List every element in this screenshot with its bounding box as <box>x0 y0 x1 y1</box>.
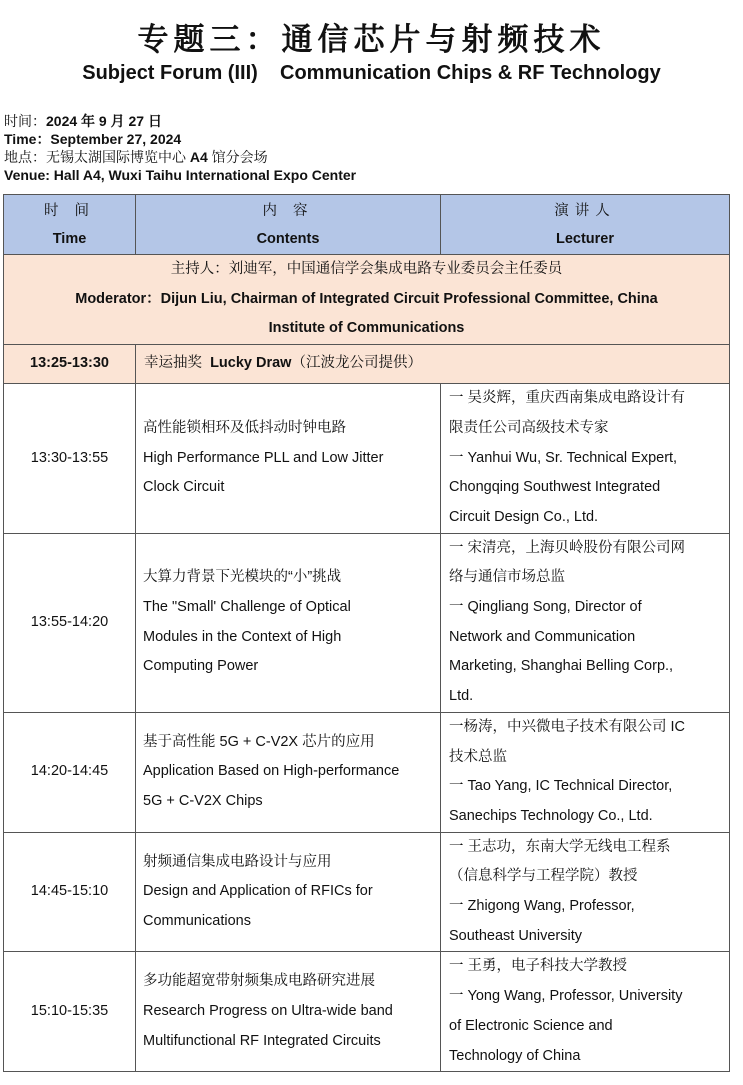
contents-line: Research Progress on Ultra-wide band <box>143 1003 393 1020</box>
contents-line: Clock Circuit <box>143 479 225 496</box>
table-header-row <box>4 195 730 255</box>
header-contents: 内 容 Contents <box>136 195 441 255</box>
lucky-draw-label: 幸运抽奖 Lucky Draw（江波龙公司提供） <box>136 345 730 384</box>
lecturer-line: Southeast University <box>449 927 582 944</box>
header-time: 时 间 Time <box>4 195 136 255</box>
lecturer-line: Technology of China <box>449 1047 581 1064</box>
lecturer-line: Ltd. <box>449 688 474 705</box>
lecturer-line: Marketing, Shanghai Belling Corp., <box>449 658 674 675</box>
lucky-draw-row <box>4 345 730 384</box>
lecturer-line: 一杨涛，中兴微电子技术有限公司 IC <box>449 718 686 735</box>
date-en: Time：September 27, 2024 <box>4 131 182 147</box>
lecturer-line: Chongqing Southwest Integrated <box>449 479 661 496</box>
session-time: 13:55-14:20 <box>4 533 136 712</box>
session-row <box>4 952 730 1072</box>
lecturer-line: 一 Qingliang Song, Director of <box>449 599 642 616</box>
lecturer-line: 一 宋清亮，上海贝岭股份有限公司网 <box>449 539 686 556</box>
lecturer-line: Network and Communication <box>449 628 636 645</box>
contents-line: 高性能锁相环及低抖动时钟电路 <box>143 419 346 436</box>
lecturer-line: （信息科学与工程学院）教授 <box>449 868 638 885</box>
lecturer-line: of Electronic Science and <box>449 1017 613 1034</box>
session-contents <box>136 384 441 534</box>
session-lecturer <box>441 832 730 952</box>
session-contents <box>136 832 441 952</box>
contents-line: 大算力背景下光模块的“小”挑战 <box>143 569 342 586</box>
lucky-draw-time: 13:25-13:30 <box>4 345 136 384</box>
session-time: 15:10-15:35 <box>4 952 136 1072</box>
lecturer-line: 一 Yong Wang, Professor, University <box>449 988 683 1005</box>
session-contents <box>136 533 441 712</box>
contents-line: High Performance PLL and Low Jitter <box>143 449 384 466</box>
lecturer-line: 一 吴炎辉，重庆西南集成电路设计有 <box>449 390 686 407</box>
lecturer-line: Circuit Design Co., Ltd. <box>449 508 599 525</box>
session-time: 13:30-13:55 <box>4 384 136 534</box>
event-meta <box>4 112 356 184</box>
lecturer-line: 技术总监 <box>449 748 507 765</box>
session-row <box>4 533 730 712</box>
contents-line: 基于高性能 5G + C-V2X 芯片的应用 <box>143 733 375 750</box>
moderator-row <box>4 255 730 345</box>
contents-line: Communications <box>143 912 251 929</box>
contents-line: Application Based on High-performance <box>143 763 400 780</box>
contents-line: Computing Power <box>143 658 259 675</box>
page-title-chinese: 专题三：通信芯片与射频技术 <box>137 22 606 58</box>
contents-line: 射频通信集成电路设计与应用 <box>143 853 332 870</box>
lecturer-line: 一 王志功，东南大学无线电工程系 <box>449 838 671 855</box>
schedule-table <box>3 194 730 1072</box>
session-contents <box>136 952 441 1072</box>
contents-line: Design and Application of RFICs for <box>143 883 373 900</box>
date-cn: 时间：2024 年 9 月 27 日 <box>4 113 162 129</box>
session-contents <box>136 712 441 832</box>
venue-en: Venue: Hall A4, Wuxi Taihu International Expo Center <box>4 167 357 183</box>
session-lecturer <box>441 384 730 534</box>
session-lecturer <box>441 952 730 1072</box>
session-time: 14:20-14:45 <box>4 712 136 832</box>
lecturer-line: 一 王勇，电子科技大学教授 <box>449 958 628 975</box>
lecturer-line: 络与通信市场总监 <box>449 569 565 586</box>
session-row <box>4 384 730 534</box>
session-lecturer <box>441 712 730 832</box>
session-row <box>4 712 730 832</box>
lecturer-line: 一 Zhigong Wang, Professor, <box>449 898 635 915</box>
lecturer-line: 一 Tao Yang, IC Technical Director, <box>449 778 673 795</box>
contents-line: The "Small' Challenge of Optical <box>143 599 351 616</box>
session-row <box>4 832 730 952</box>
header-lecturer: 演讲人 Lecturer <box>441 195 730 255</box>
session-lecturer <box>441 533 730 712</box>
contents-line: Modules in the Context of High <box>143 628 342 645</box>
moderator-cell: 主持人：刘迪军，中国通信学会集成电路专业委员会主任委员 Moderator：Dijun Liu, Chairman of Integrated Circuit Professional Committee, China Institute of Communications <box>4 255 730 345</box>
lecturer-line: 限责任公司高级技术专家 <box>449 419 609 436</box>
lecturer-line: 一 Yanhui Wu, Sr. Technical Expert, <box>449 449 678 466</box>
contents-line: Multifunctional RF Integrated Circuits <box>143 1032 381 1049</box>
contents-line: 5G + C-V2X Chips <box>143 793 263 810</box>
page-title-english: Subject Forum (III) Communication Chips & RF Technology <box>82 62 661 84</box>
session-time: 14:45-15:10 <box>4 832 136 952</box>
contents-line: 多功能超宽带射频集成电路研究进展 <box>143 973 375 990</box>
lecturer-line: Sanechips Technology Co., Ltd. <box>449 807 653 824</box>
venue-cn: 地点：无锡太湖国际博览中心 A4 馆分会场 <box>4 149 268 165</box>
